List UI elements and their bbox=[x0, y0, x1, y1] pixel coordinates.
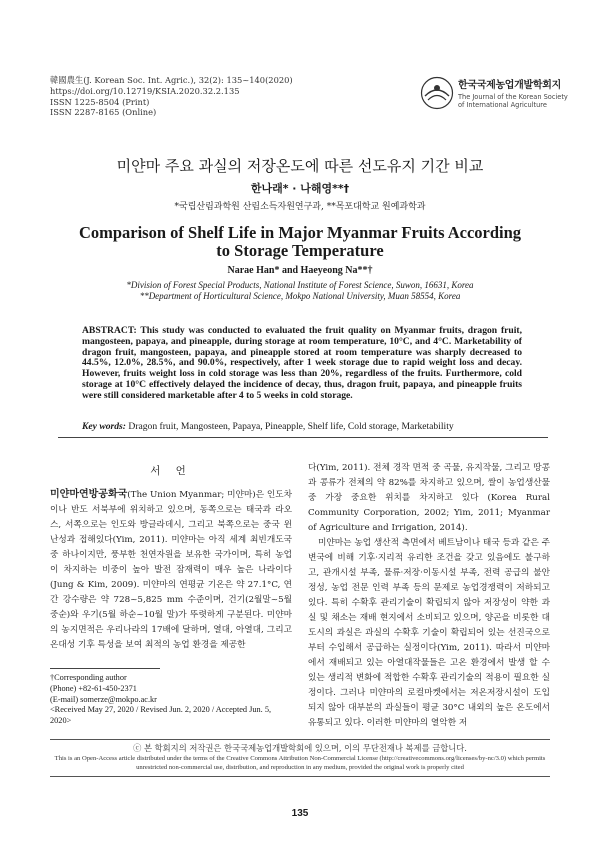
affiliation-1: *Division of Forest Special Products, National Institute of Forest Science, Suwon, 16631, Korea bbox=[126, 280, 474, 290]
right-column-text bbox=[308, 461, 550, 731]
issn-online: ISSN 2287-8165 (Online) bbox=[50, 107, 157, 118]
title-english-line-2: to Storage Temperature bbox=[216, 241, 384, 260]
section-title-introduction: 서 언 bbox=[150, 465, 192, 477]
society-name-en-2: of International Agriculture bbox=[458, 101, 547, 109]
page-number: 135 bbox=[291, 808, 309, 819]
left-body: (The Union Myanmar; 미얀마)은 인도차이나 반도 서북부에 위치하고 있으며, 동쪽으로는 태국과 라오스, 서쪽으로는 인도와 방글라데시, 그리고 북쪽으로는 중국 윈난성과 접해있다(Yim, 2011). 미얀마는 아직 세계 최빈개도국 중 하나이지만, 풍부한 천연자원을 보유한 국가이며, 특히 농업이 차지하는 비중이 높아 발전 잠재력이 매우 높은 나라이다(Jung & Kim, 2009). 미얀마의 연평균 기온은 약 27.1°C, 연간 강수량은 약 728~5,825 mm 수준이며, 건기(2월말~5월 중순)와 우기(5월 하순~10월 말)가 뚜렷하게 구분된다. 미얀마의 농지면적은 우리나라의 17배에 달하며, 열대, 아열대, 그리고 온대성 기후 특성을 보여 최적의 농업 환경을 제공한 bbox=[50, 490, 292, 650]
corresponding-author: †Corresponding author bbox=[50, 673, 127, 682]
right-paragraph-1: 다(Yim, 2011). 전체 경작 면적 중 곡물, 유지작물, 그리고 땅콩과 콩류가 전체의 약 82%를 차지하고 있으며, 쌀이 농업생산물 중 가장 중요한 위치를 차지하고 있다 (Korea Rural Community Corporation, 2002; Yim, 2011; Myanmar of Agriculture and Irrigation, 2014). bbox=[308, 463, 550, 533]
license-divider-bottom bbox=[50, 776, 550, 777]
journal-citation: 韓國農生(J. Korean Soc. Int. Agric.), 32(2): 135~140(2020) bbox=[50, 75, 293, 85]
author-email[interactable]: (E-mail) somerze@mokpo.ac.kr bbox=[50, 694, 157, 704]
copyright-notice-ko: ⓒ 본 학회지의 저작권은 한국국제농업개발학회에 있으며, 이의 무단전재나 복제를 금합니다. bbox=[133, 743, 467, 753]
affiliations-korean: *국립산림과학원 산림소득자원연구과, **목포대학교 원예과학과 bbox=[174, 202, 426, 212]
affiliations-english bbox=[0, 280, 600, 302]
left-column-text bbox=[50, 487, 292, 653]
society-emblem-icon bbox=[420, 76, 454, 110]
keywords-label: Key words: bbox=[82, 421, 126, 432]
country-name-lead: 미얀마연방공화국 bbox=[50, 489, 128, 500]
society-logo bbox=[420, 74, 570, 114]
title-english bbox=[60, 224, 540, 260]
footnote bbox=[50, 673, 292, 727]
abstract: ABSTRACT: This study was conducted to evaluated the fruit quality on Myanmar fruits, dragon fruit, mangosteen, papaya, and pineapple, during storage at room temperature, 10°C, and 4°C. Marketability of dragon fruit, mangosteen, papaya, and pineapple stored at room temperature was sharply decreased to 44.5%, 12.0%, 28.5%, and 90.0%, respectively, after 1 week storage due to rapid weight loss and decay. However, fruits weight loss in cold storage was less than 20%, regardless of the fruits. Furthermore, cold storage at 10°C effectively delayed the incidence of decay, thus, dragon fruit, papaya, and pineapple fruits were still considered marketable after 4 to 5 weeks in cold storage. bbox=[82, 325, 522, 401]
received-dates: <Received May 27, 2020 / Revised Jun. 2, 2020 / Accepted Jun. 5, 2020> bbox=[50, 705, 272, 726]
open-access-license: This is an Open-Access article distributed under the terms of the Creative Commons Attribution Non-Commercial License (http://creativecommons.org/licenses/by-nc/3.0) which permits unrestricted non-commercial use, distribution, and reproduction in any medium, provided the original work is properly cited bbox=[54, 755, 546, 771]
society-name-ko: 한국국제농업개발학회지 bbox=[458, 80, 561, 91]
title-korean: 미얀마 주요 과실의 저장온도에 따른 선도유지 기간 비교 bbox=[116, 157, 484, 175]
license-divider-top bbox=[50, 739, 550, 740]
journal-header bbox=[50, 75, 293, 118]
abstract-divider bbox=[58, 437, 548, 438]
society-name-en-1: The Journal of the Korean Society bbox=[458, 93, 568, 101]
affiliation-2: **Department of Horticultural Science, Mokpo National University, Muan 58554, Korea bbox=[139, 291, 461, 301]
authors-english: Narae Han* and Haeyeong Na**† bbox=[227, 265, 373, 276]
keywords bbox=[82, 422, 522, 433]
author-phone: (Phone) +82-61-450-2371 bbox=[50, 683, 137, 693]
footnote-divider bbox=[50, 668, 160, 669]
keywords-list: Dragon fruit, Mangosteen, Papaya, Pineapple, Shelf life, Cold storage, Marketability bbox=[125, 421, 454, 432]
right-paragraph-2: 미얀마는 농업 생산적 측면에서 베트남이나 태국 등과 같은 주변국에 비해 기후·지리적 유리한 조건을 갖고 있음에도 불구하고, 관개시설 부족, 물류·저장·이동시설 부족, 전력 공급의 불안정성, 농업 전문 인력 부족 등의 문제로 농업경쟁력이 저하되고 있다. 특히 수확후 관리기술이 확립되지 않아 저장성이 약한 과실 및 채소는 재배 현지에서 소비되고 있으며, 양곤을 비롯한 대도시의 과실은 과실의 수확후 기술이 확립되어 있는 선진국으로부터 수입해서 공급하는 실정이다(Yim, 2011). 따라서 미얀마에서 재배되고 있는 아열대작물들은 고온 환경에서 발생 할 수 있는 생리적 변화에 적합한 수확후 관리기술의 적용이 필요한 실정이다. 그러나 미얀마의 로컬마켓에서는 저온저장시설이 도입되지 않아 대부분의 과실들이 평균 30°C 내외의 높은 온도에서 유통되고 있다. 이러한 미얀마의 열악한 저 bbox=[308, 538, 550, 728]
issn-print: ISSN 1225-8504 (Print) bbox=[50, 96, 150, 107]
title-english-line-1: Comparison of Shelf Life in Major Myanmar Fruits According bbox=[78, 223, 522, 242]
authors-korean: 한나래* · 나해영**† bbox=[250, 182, 350, 195]
doi-link[interactable]: https://doi.org/10.12719/KSIA.2020.32.2.135 bbox=[50, 85, 240, 96]
